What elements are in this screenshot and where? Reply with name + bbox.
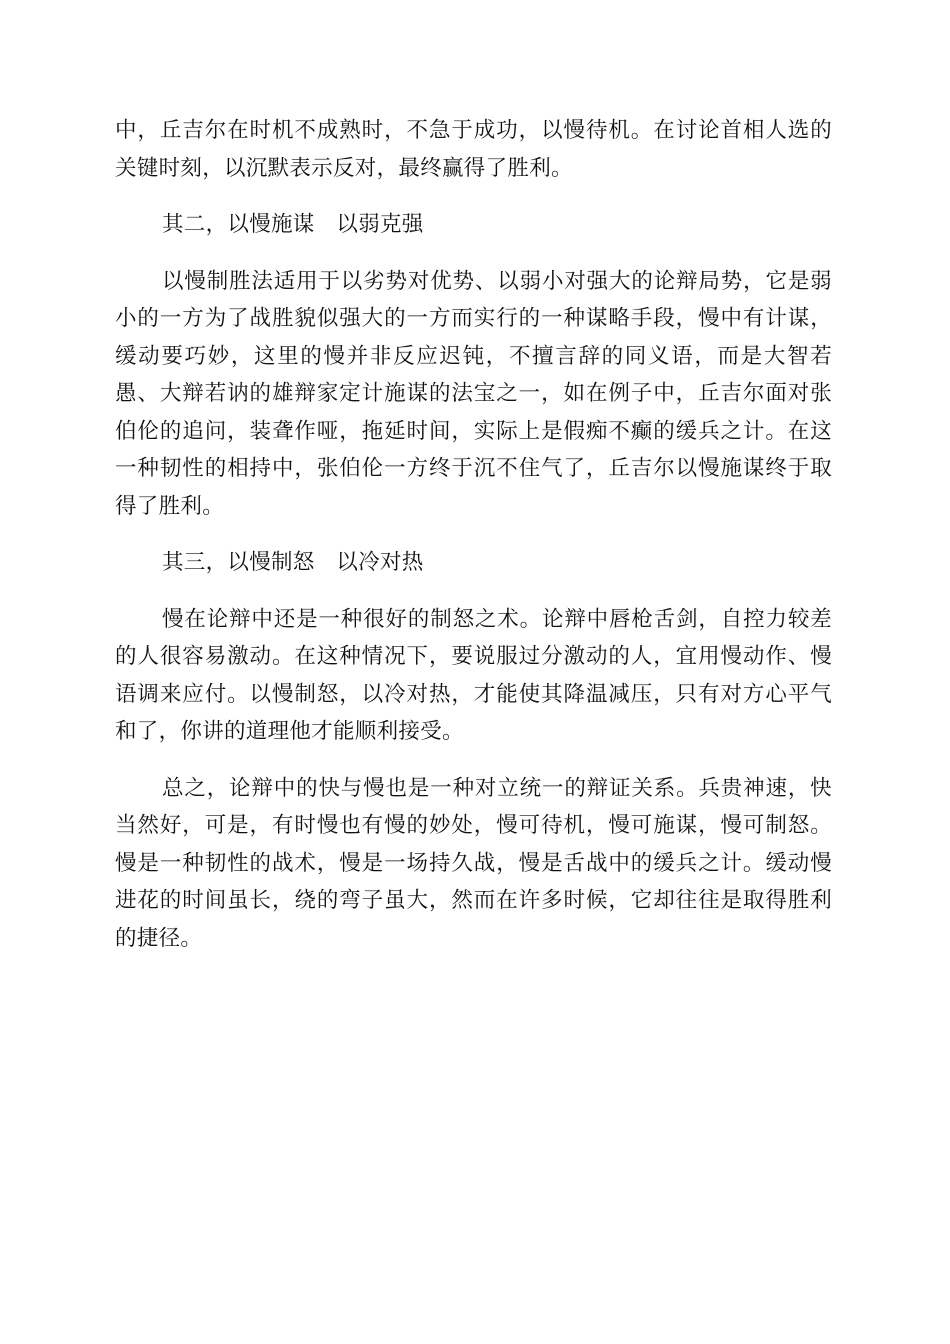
document-body <box>115 112 832 957</box>
section-heading-2: 其二，以慢施谋 以弱克强 <box>162 212 424 237</box>
paragraph-body: 慢在论辩中还是一种很好的制怒之术。论辩中唇枪舌剑，自控力较差的人很容易激动。在这种情况下，要说服过分激动的人，宜用慢动作、慢语调来应付。以慢制怒，以冷对热，才能使其降温减压，只有对方心平气和了，你讲的道理他才能顺利接受。 <box>115 606 832 744</box>
paragraph-conclusion: 总之，论辩中的快与慢也是一种对立统一的辩证关系。兵贵神速，快当然好，可是，有时慢也有慢的妙处，慢可待机，慢可施谋，慢可制怒。慢是一种韧性的战术，慢是一场持久战，慢是舌战中的缓兵之计。缓动慢进花的时间虽长，绕的弯子虽大，然而在许多时候，它却往往是取得胜利的捷径。 <box>115 775 832 951</box>
section-heading-3: 其三，以慢制怒 以冷对热 <box>162 550 424 575</box>
paragraph-continuation: 中，丘吉尔在时机不成熟时，不急于成功，以慢待机。在讨论首相人选的关键时刻，以沉默表示反对，最终赢得了胜利。 <box>115 118 832 181</box>
paragraph-body: 以慢制胜法适用于以劣势对优势、以弱小对强大的论辩局势，它是弱小的一方为了战胜貌似强大的一方而实行的一种谋略手段，慢中有计谋，缓动要巧妙，这里的慢并非反应迟钝，不擅言辞的同义语，而是大智若愚、大辩若讷的雄辩家定计施谋的法宝之一，如在例子中，丘吉尔面对张伯伦的追问，装聋作哑，拖延时间，实际上是假痴不癫的缓兵之计。在这一种韧性的相持中，张伯伦一方终于沉不住气了，丘吉尔以慢施谋终于取得了胜利。 <box>115 268 832 519</box>
